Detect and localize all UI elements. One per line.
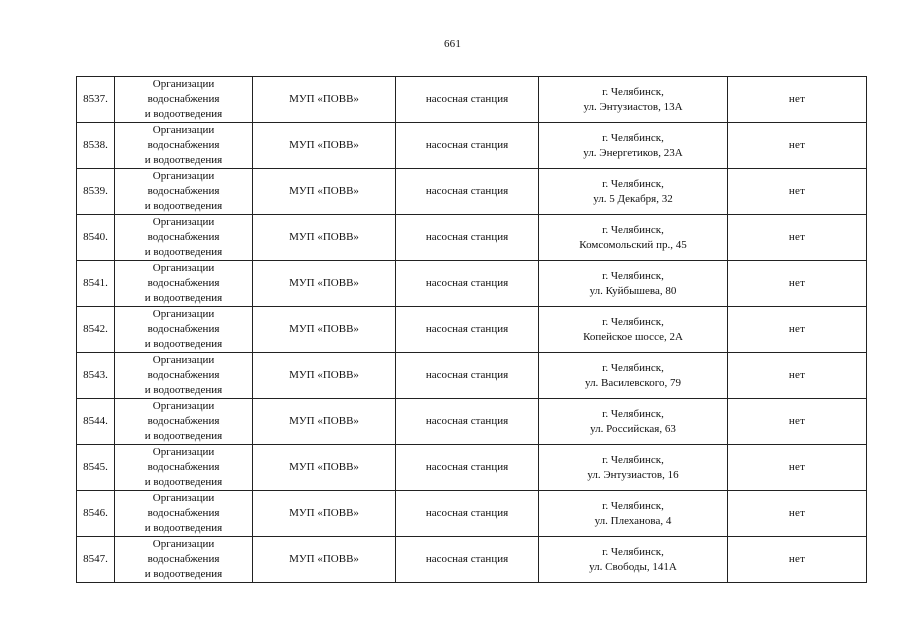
object-type: насосная станция [425,415,509,427]
category-line: водоснабжения [147,277,220,289]
row-number: 8546. [83,507,108,519]
owner-cell [253,491,396,537]
table-row [77,307,867,353]
row-number-cell [77,77,115,123]
row-number-cell [77,491,115,537]
category-line: и водоотведения [144,292,223,304]
address-line: г. Челябинск, [602,453,664,466]
owner-cell [253,169,396,215]
category-line: водоснабжения [147,185,220,197]
address-line: ул. Василевского, 79 [585,376,681,389]
category-line: водоснабжения [147,139,220,151]
table-row [77,77,867,123]
address-cell [539,77,728,123]
status-value: нет [788,139,806,151]
row-number: 8544. [83,415,108,427]
category-line: водоснабжения [147,553,220,565]
owner-name: МУП «ПОВВ» [289,323,359,335]
address-line: г. Челябинск, [602,131,664,144]
status-cell [728,491,867,537]
owner-name: МУП «ПОВВ» [289,553,359,565]
row-number-cell [77,261,115,307]
status-cell [728,261,867,307]
status-cell [728,307,867,353]
address-line: ул. Куйбышева, 80 [589,284,677,297]
row-number-cell [77,169,115,215]
category-cell [115,445,253,491]
address-line: г. Челябинск, [602,361,664,374]
address-line: ул. Энтузиастов, 13А [583,100,683,113]
row-number: 8545. [83,461,108,473]
category-line: Организации [152,308,215,320]
category-line: и водоотведения [144,384,223,396]
owner-cell [253,77,396,123]
address-line: г. Челябинск, [602,499,664,512]
object-type: насосная станция [425,369,509,381]
category-cell [115,307,253,353]
row-number: 8547. [83,553,108,565]
category-line: водоснабжения [147,415,220,427]
table-row [77,123,867,169]
object-cell [396,77,539,123]
address-cell [539,491,728,537]
row-number-cell [77,123,115,169]
address-cell [539,399,728,445]
address-line: ул. Плеханова, 4 [594,514,672,527]
category-line: и водоотведения [144,200,223,212]
address-line: ул. 5 Декабря, 32 [593,192,673,205]
status-cell [728,537,867,583]
address-line: г. Челябинск, [602,407,664,420]
object-cell [396,169,539,215]
owner-name: МУП «ПОВВ» [289,93,359,105]
status-value: нет [788,277,806,289]
category-line: и водоотведения [144,108,223,120]
object-type: насосная станция [425,507,509,519]
object-cell [396,307,539,353]
status-cell [728,123,867,169]
category-line: Организации [152,124,215,136]
category-line: Организации [152,78,215,90]
category-line: и водоотведения [144,476,223,488]
table-row [77,215,867,261]
category-line: и водоотведения [144,154,223,166]
row-number: 8537. [83,93,108,105]
status-cell [728,399,867,445]
address-cell [539,123,728,169]
owner-name: МУП «ПОВВ» [289,461,359,473]
table-row [77,537,867,583]
object-cell [396,353,539,399]
category-line: водоснабжения [147,461,220,473]
status-cell [728,445,867,491]
status-cell [728,353,867,399]
status-cell [728,77,867,123]
row-number: 8541. [83,277,108,289]
object-type: насосная станция [425,553,509,565]
address-cell [539,169,728,215]
category-line: Организации [152,538,215,550]
object-type: насосная станция [425,93,509,105]
category-cell [115,537,253,583]
table-row [77,261,867,307]
owner-name: МУП «ПОВВ» [289,139,359,151]
status-value: нет [788,369,806,381]
address-cell [539,537,728,583]
status-value: нет [788,507,806,519]
registry-table [76,76,867,583]
status-value: нет [788,461,806,473]
row-number-cell [77,307,115,353]
table-row [77,353,867,399]
owner-cell [253,353,396,399]
status-cell [728,215,867,261]
category-line: и водоотведения [144,338,223,350]
owner-cell [253,445,396,491]
category-cell [115,169,253,215]
address-cell [539,215,728,261]
object-type: насосная станция [425,231,509,243]
category-line: водоснабжения [147,93,220,105]
object-cell [396,215,539,261]
address-line: г. Челябинск, [602,85,664,98]
address-line: ул. Российская, 63 [590,422,676,435]
object-cell [396,537,539,583]
address-line: г. Челябинск, [602,223,664,236]
row-number: 8543. [83,369,108,381]
category-cell [115,261,253,307]
address-line: г. Челябинск, [602,269,664,282]
row-number-cell [77,445,115,491]
row-number-cell [77,399,115,445]
status-value: нет [788,553,806,565]
table-row [77,169,867,215]
address-cell [539,353,728,399]
category-cell [115,123,253,169]
owner-name: МУП «ПОВВ» [289,507,359,519]
owner-cell [253,215,396,261]
owner-cell [253,123,396,169]
object-type: насосная станция [425,185,509,197]
row-number: 8542. [83,323,108,335]
row-number: 8540. [83,231,108,243]
object-type: насосная станция [425,277,509,289]
object-cell [396,261,539,307]
registry-table-body [77,77,867,583]
address-cell [539,445,728,491]
address-line: ул. Энергетиков, 23А [583,146,683,159]
address-line: ул. Свободы, 141А [589,560,677,573]
address-line: г. Челябинск, [602,177,664,190]
category-line: водоснабжения [147,369,220,381]
status-cell [728,169,867,215]
status-value: нет [788,185,806,197]
category-line: и водоотведения [144,246,223,258]
category-cell [115,215,253,261]
page-number: 661 [443,38,462,50]
status-value: нет [788,231,806,243]
owner-cell [253,307,396,353]
object-type: насосная станция [425,139,509,151]
row-number-cell [77,215,115,261]
address-line: ул. Энтузиастов, 16 [587,468,679,481]
owner-cell [253,261,396,307]
object-type: насосная станция [425,323,509,335]
category-line: Организации [152,262,215,274]
owner-cell [253,399,396,445]
category-line: водоснабжения [147,231,220,243]
category-line: Организации [152,170,215,182]
category-line: водоснабжения [147,323,220,335]
address-cell [539,307,728,353]
status-value: нет [788,323,806,335]
category-line: Организации [152,400,215,412]
category-line: Организации [152,216,215,228]
object-cell [396,491,539,537]
category-cell [115,399,253,445]
owner-name: МУП «ПОВВ» [289,415,359,427]
category-line: и водоотведения [144,522,223,534]
object-cell [396,399,539,445]
category-cell [115,77,253,123]
table-row [77,399,867,445]
owner-name: МУП «ПОВВ» [289,369,359,381]
category-line: Организации [152,446,215,458]
row-number: 8539. [83,185,108,197]
category-line: и водоотведения [144,568,223,580]
address-line: г. Челябинск, [602,545,664,558]
address-line: Копейское шоссе, 2А [583,330,683,343]
object-cell [396,445,539,491]
category-line: и водоотведения [144,430,223,442]
category-cell [115,491,253,537]
address-line: г. Челябинск, [602,315,664,328]
owner-name: МУП «ПОВВ» [289,277,359,289]
row-number: 8538. [83,139,108,151]
status-value: нет [788,415,806,427]
table-row [77,445,867,491]
owner-cell [253,537,396,583]
table-row [77,491,867,537]
row-number-cell [77,537,115,583]
category-line: водоснабжения [147,507,220,519]
address-line: Комсомольский пр., 45 [579,238,687,251]
owner-name: МУП «ПОВВ» [289,185,359,197]
row-number-cell [77,353,115,399]
category-line: Организации [152,492,215,504]
object-cell [396,123,539,169]
category-line: Организации [152,354,215,366]
address-cell [539,261,728,307]
category-cell [115,353,253,399]
status-value: нет [788,93,806,105]
object-type: насосная станция [425,461,509,473]
owner-name: МУП «ПОВВ» [289,231,359,243]
